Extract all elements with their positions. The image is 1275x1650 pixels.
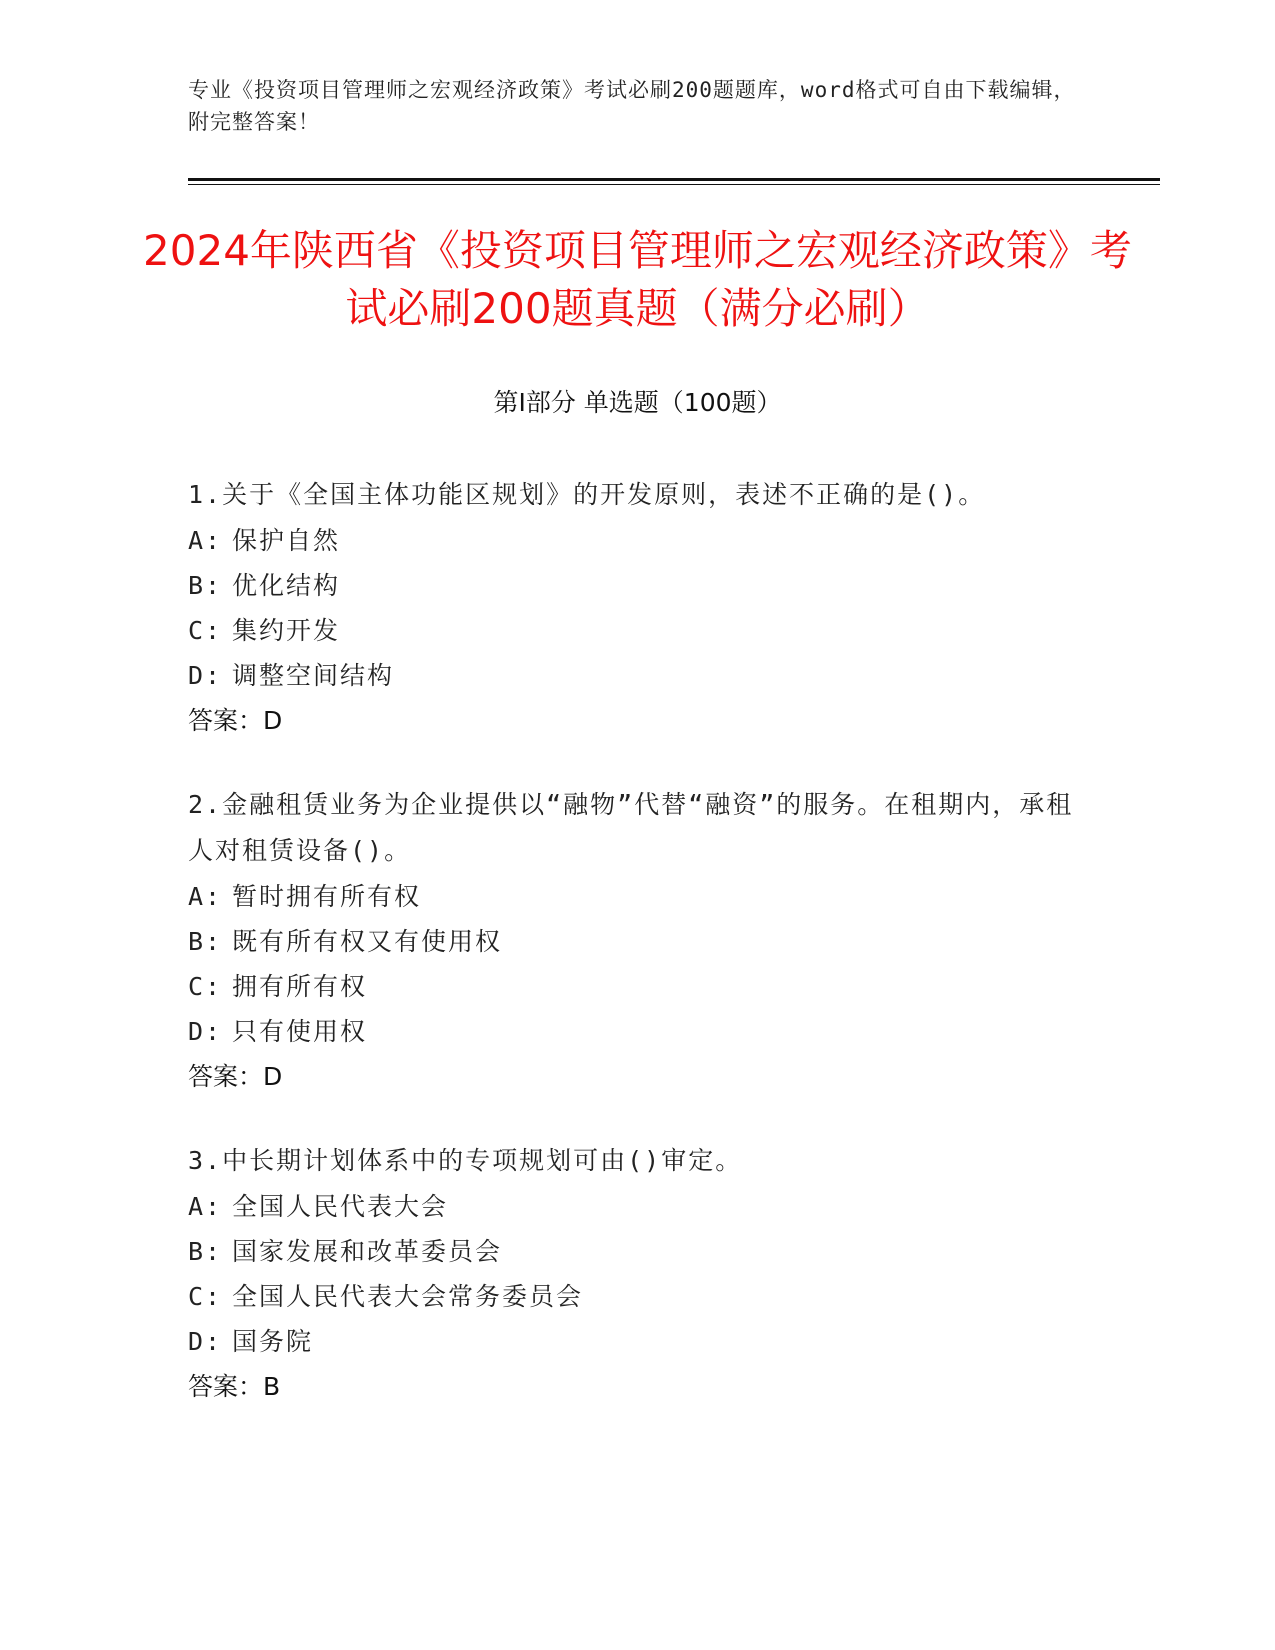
option-text: 调整空间结构 xyxy=(232,661,395,690)
option-b xyxy=(188,919,1088,964)
question-stem: 1.关于《全国主体功能区规划》的开发原则，表述不正确的是()。 xyxy=(188,480,986,509)
option-key: B: xyxy=(188,927,223,956)
option-text: 保护自然 xyxy=(232,526,341,555)
option-text: 国家发展和改革委员会 xyxy=(232,1237,503,1266)
option-a xyxy=(188,518,1088,563)
answer-line xyxy=(188,1054,1088,1100)
option-key: B: xyxy=(188,1237,223,1266)
header-divider-thin xyxy=(188,184,1160,185)
option-text: 暂时拥有所有权 xyxy=(232,882,422,911)
option-a xyxy=(188,1184,1088,1229)
answer-value: B xyxy=(263,1372,281,1401)
option-d xyxy=(188,653,1088,698)
answer-prefix: 答案： xyxy=(188,706,264,735)
answer-value: D xyxy=(263,706,283,735)
option-text: 只有使用权 xyxy=(232,1017,368,1046)
answer-line xyxy=(188,1364,1088,1410)
section-title: 第I部分 单选题（100题） xyxy=(493,388,782,417)
option-text: 优化结构 xyxy=(232,571,341,600)
option-c xyxy=(188,1274,1088,1319)
answer-prefix: 答案： xyxy=(188,1372,264,1401)
option-b xyxy=(188,1229,1088,1274)
header-divider-thick xyxy=(188,178,1160,181)
answer-value: D xyxy=(263,1062,283,1091)
option-key: A: xyxy=(188,882,223,911)
question-2 xyxy=(188,782,1088,1100)
document-title: 2024年陕西省《投资项目管理师之宏观经济政策》考试必刷200题真题（满分必刷） xyxy=(143,226,1132,333)
option-text: 国务院 xyxy=(232,1327,314,1356)
option-text: 拥有所有权 xyxy=(232,972,368,1001)
option-key: D: xyxy=(188,1327,223,1356)
question-3 xyxy=(188,1138,1088,1410)
question-stem: 3.中长期计划体系中的专项规划可由()审定。 xyxy=(188,1146,743,1175)
question-1 xyxy=(188,472,1088,744)
option-text: 全国人民代表大会 xyxy=(232,1192,449,1221)
option-key: A: xyxy=(188,1192,223,1221)
option-b xyxy=(188,563,1088,608)
option-key: C: xyxy=(188,616,223,645)
question-list xyxy=(188,472,1088,1448)
option-d xyxy=(188,1009,1088,1054)
header-note: 专业《投资项目管理师之宏观经济政策》考试必刷200题题库，word格式可自由下载编辑，附完整答案！ xyxy=(188,78,1076,134)
option-c xyxy=(188,964,1088,1009)
option-c xyxy=(188,608,1088,653)
option-key: B: xyxy=(188,571,223,600)
question-stem: 2.金融租赁业务为企业提供以“融物”代替“融资”的服务。在租期内，承租人对租赁设备()。 xyxy=(188,790,1074,865)
option-text: 集约开发 xyxy=(232,616,341,645)
option-text: 既有所有权又有使用权 xyxy=(232,927,503,956)
option-key: D: xyxy=(188,1017,223,1046)
option-text: 全国人民代表大会常务委员会 xyxy=(232,1282,584,1311)
option-key: C: xyxy=(188,972,223,1001)
option-d xyxy=(188,1319,1088,1364)
option-a xyxy=(188,874,1088,919)
answer-line xyxy=(188,698,1088,744)
option-key: A: xyxy=(188,526,223,555)
option-key: D: xyxy=(188,661,223,690)
option-key: C: xyxy=(188,1282,223,1311)
answer-prefix: 答案： xyxy=(188,1062,264,1091)
